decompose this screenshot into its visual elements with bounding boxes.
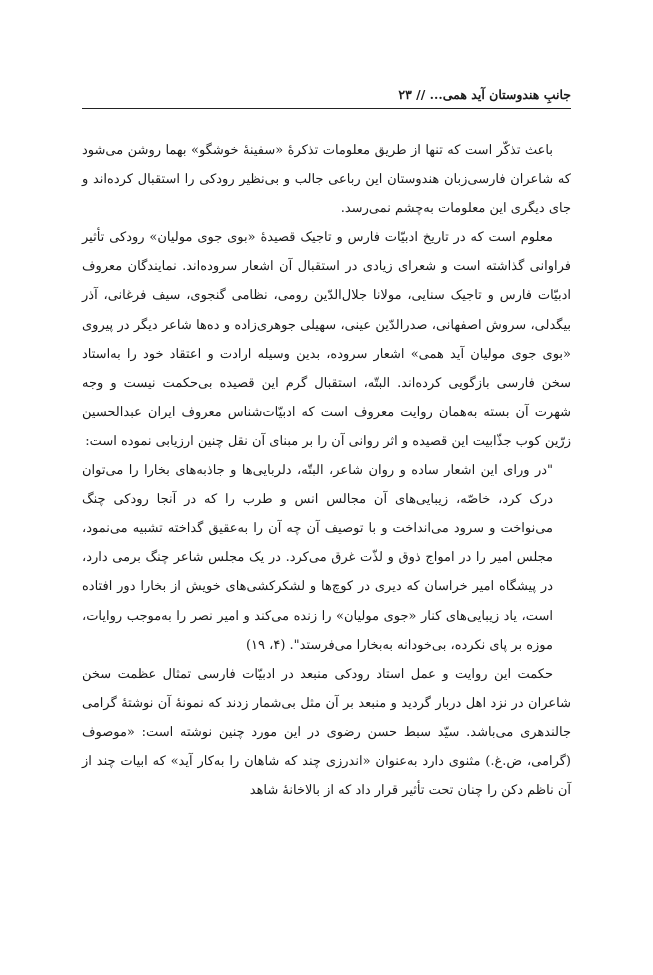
running-head: جانبِ هندوستان آید همی... // ۲۳: [398, 87, 571, 102]
block-quote: "در ورای این اشعار ساده و روان شاعر، البتّه، دلربایی‌ها و جاذبه‌های بخارا را می‌توان درک کرد، خاصّه، زیبایی‌های آن مجالس انس و طرب را که در آنجا رودکی چنگ می‌نواخت و سرود می‌انداخت و با توصیف آن چه آن را به‌عقیق گداخته تشبیه می‌نمود، مجلس امیر را در امواج ذوق و لذّت غرق می‌کرد. در یک مجلس شاعر چنگ برمی دارد، در پیشگاه امیر خراسان که دیری در کوچ‌ها و لشکرکشی‌های خویش از بخارا دور افتاده است، یاد زیبایی‌های کنار «جوی مولیان» را زنده می‌کند و امیر نصر را به‌موجب روایات، موزه بر پای نکرده، بی‌خودانه به‌بخارا می‌فرستد". (۴، ۱۹): [82, 463, 553, 653]
paragraph: حکمت این روایت و عمل استاد رودکی منبعد در ادبیّات فارسی تمثال عظمت سخن شاعران در نزد اهل دربار گردید و منبعد بر آن مثل بی‌شمار زدند که نمونهٔ آن نوشتهٔ گرامی جالندهری می‌باشد. سیّد سبط حسن رضوی در این مورد چنین نوشته است: «موصوف (گرامی، ض.غ.) مثنوی دارد به‌عنوان «اندرزی چند که شاهان را به‌کار آید» که ابیات چند از آن ناظم دکن را چنان تحت تأثیر قرار داد که از بالاخانهٔ شاهد: [82, 666, 571, 799]
header-rule: [82, 108, 571, 109]
paragraph: باعث تذکّر است که تنها از طریق معلومات تذکرهٔ «سفینهٔ خوشگو» بهما روشن می‌شود که شاعران فارسی‌زبان هندوستان این رباعی جالب و بی‌نظیر رودکی را استقبال کرده‌اند و جای دیگری این معلومات به‌چشم نمی‌رسد.: [82, 143, 571, 217]
body-text: [82, 136, 571, 805]
paragraph: معلوم است که در تاریخ ادبیّات فارس و تاجیک قصیدهٔ «بوی جوی مولیان» رودکی تأثیر فراوانی گذاشته است و شعرای زیادی در استقبال آن اشعار سروده‌اند. نمایندگان معروف ادبیّات فارس و تاجیک سنایی، مولانا جلال‌الدّین رومی، نظامی گنجوی، سیف فرغانی، آذر بیگدلی، سروش اصفهانی، صدرالدّین عینی، سهیلی جوهری‌زاده و ده‌ها شاعر دیگر در پیروی «بوی جوی مولیان آید همی» اشعار سروده، بدین وسیله ارادت و اعتقاد خود را به‌استاد سخن فارسی بازگویی کرده‌اند. البتّه، استقبال گرم این قصیده بی‌حکمت نیست و وجه شهرت آن بسته به‌همان روایت معروف است که ادبیّات‌شناس معروف ایران عبدالحسین زرّین کوب جذّابیت این قصیده و اثر روانی آن را بر مبنای آن نقل چنین ارزیابی نموده است:: [82, 230, 571, 449]
